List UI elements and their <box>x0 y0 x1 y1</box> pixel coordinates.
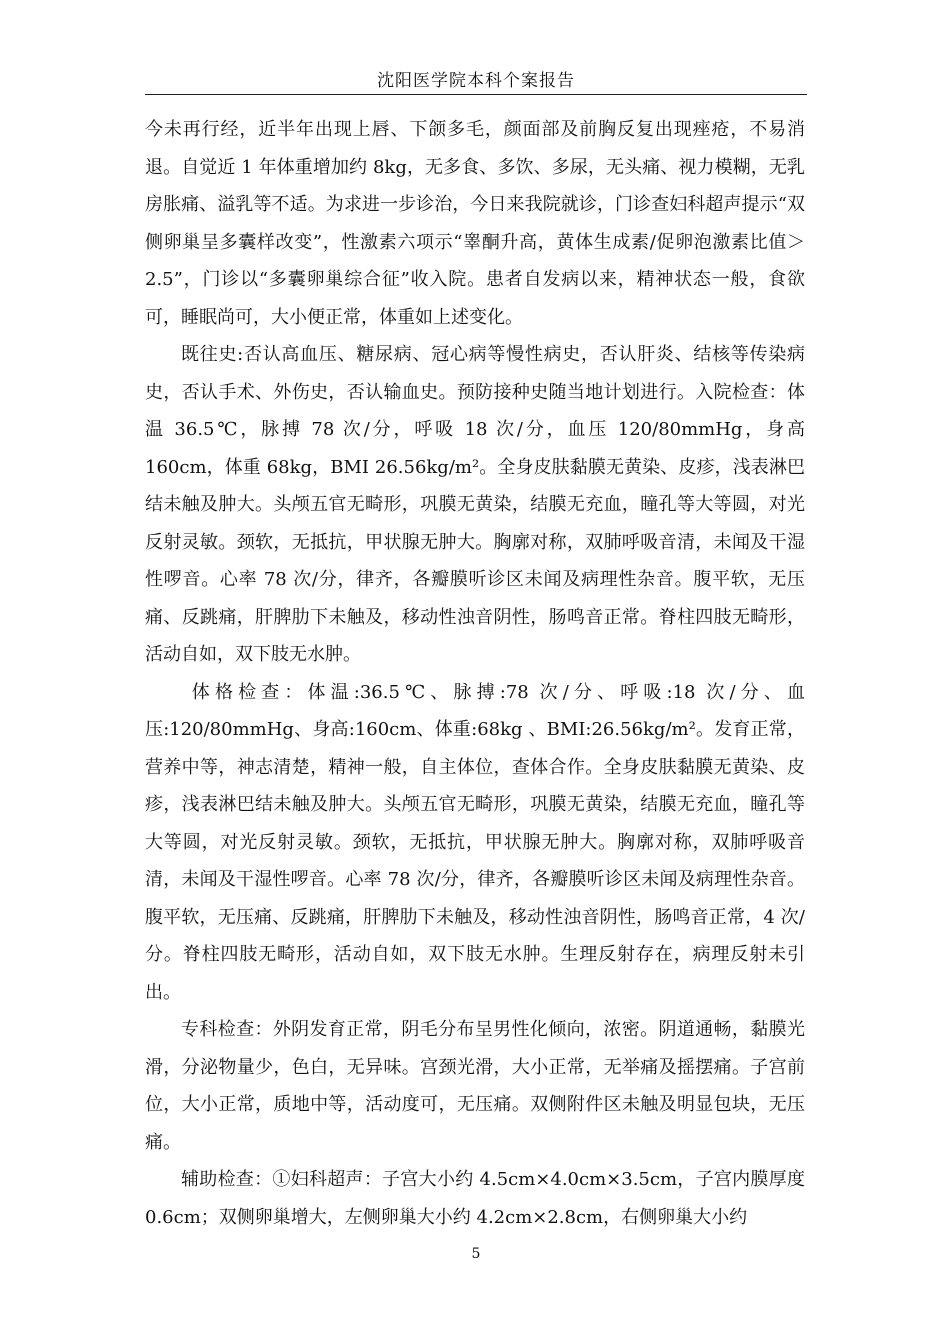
paragraph-past-history: 既往史:否认高血压、糖尿病、冠心病等慢性病史，否认肝炎、结核等传染病史，否认手术、外伤史，否认输血史。预防接种史随当地计划进行。入院检查：体温 36.5℃，脉搏 78 次/分，呼吸 18 次/分，血压 120/80mmHg，身高 160cm，体重 68kg，BMI 26.56kg/m²。全身皮肤黏膜无黄染、皮疹，浅表淋巴结未触及肿大。头颅五官无畸形，巩膜无黄染，结膜无充血，瞳孔等大等圆，对光反射灵敏。颈软，无抵抗，甲状腺无肿大。胸廓对称，双肺呼吸音清，未闻及干湿性啰音。心率 78 次/分，律齐，各瓣膜听诊区未闻及病理性杂音。腹平软，无压痛、反跳痛，肝脾肋下未触及，移动性浊音阴性，肠鸣音正常。脊柱四肢无畸形，活动自如，双下肢无水肿。 <box>145 344 805 665</box>
report-body <box>145 111 805 1236</box>
paragraph-auxiliary-exam: 辅助检查：①妇科超声：子宫大小约 4.5cm×4.0cm×3.5cm，子宫内膜厚度 0.6cm；双侧卵巢增大，左侧卵巢大小约 4.2cm×2.8cm，右侧卵巢大小约 <box>145 1169 805 1228</box>
page-number: 5 <box>471 1246 481 1262</box>
paragraph-present-illness-continued: 今未再行经，近半年出现上唇、下颌多毛，颜面部及前胸反复出现痤疮，不易消退。自觉近 1 年体重增加约 8kg，无多食、多饮、多尿，无头痛、视力模糊，无乳房胀痛、溢乳等不适。为求进一步诊治，今日来我院就诊，门诊查妇科超声提示“双侧卵巢呈多囊样改变”，性激素六项示“睾酮升高，黄体生成素/促卵泡激素比值＞2.5”，门诊以“多囊卵巢综合征”收入院。患者自发病以来，精神状态一般，食欲可，睡眠尚可，大小便正常，体重如上述变化。 <box>145 119 805 328</box>
page-header-title: 沈阳医学院本科个案报告 <box>377 71 575 91</box>
header-divider <box>145 94 807 95</box>
paragraph-physical-exam: 体格检查：体温:36.5℃、脉搏:78 次/分、呼吸:18 次/分、血压:120/80mmHg、身高:160cm、体重:68kg 、BMI:26.56kg/m²。发育正常，营养中等，神志清楚，精神一般，自主体位，查体合作。全身皮肤黏膜无黄染、皮疹，浅表淋巴结未触及肿大。头颅五官无畸形，巩膜无黄染，结膜无充血，瞳孔等大等圆，对光反射灵敏。颈软，无抵抗，甲状腺无肿大。胸廓对称，双肺呼吸音清，未闻及干湿性啰音。心率 78 次/分，律齐，各瓣膜听诊区未闻及病理性杂音。腹平软，无压痛、反跳痛，肝脾肋下未触及，移动性浊音阴性，肠鸣音正常，4 次/分。脊柱四肢无畸形，活动自如，双下肢无水肿。生理反射存在，病理反射未引出。 <box>145 681 805 1003</box>
paragraph-specialist-exam: 专科检查：外阴发育正常，阴毛分布呈男性化倾向，浓密。阴道通畅，黏膜光滑，分泌物量少，色白，无异味。宫颈光滑，大小正常，无举痛及摇摆痛。子宫前位，大小正常，质地中等，活动度可，无压痛。双侧附件区未触及明显包块，无压痛。 <box>145 1019 805 1153</box>
